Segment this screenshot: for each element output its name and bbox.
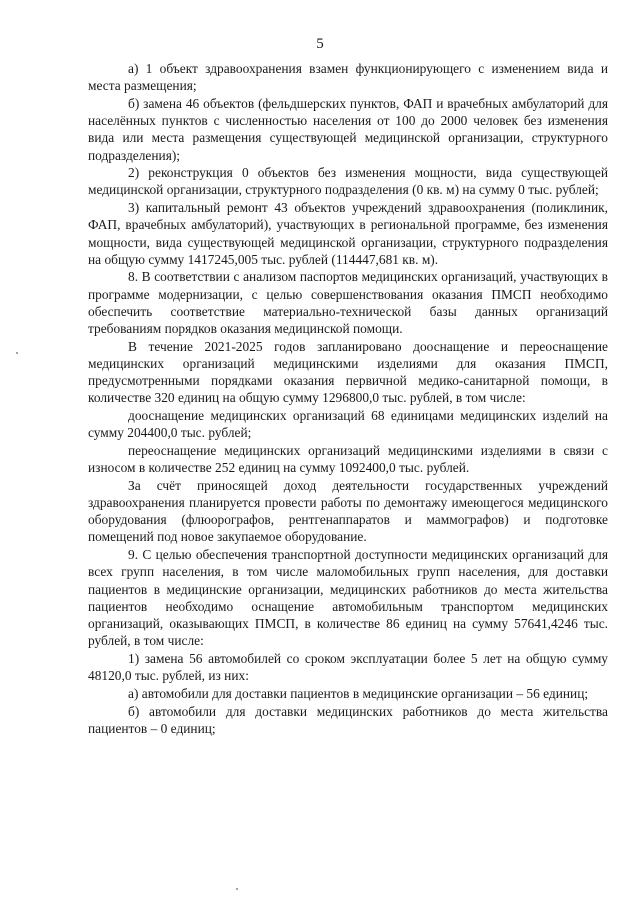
document-body: [88, 60, 608, 737]
paragraph-2-reconstruction: 2) реконструкция 0 объектов без изменения мощности, вида существующей медицинской организации, структурного подразделения (0 кв. м) на сумму 0 тыс. рублей;: [88, 165, 608, 198]
paragraph-a-replacement-object: а) 1 объект здравоохранения взамен функционирующего с изменением вида и места размещения;: [88, 61, 608, 94]
paragraph-b-replacement-46-objects: б) замена 46 объектов (фельдшерских пунктов, ФАП и врачебных амбулаторий для населённых пунктов с численностью населения от 100 до 2000 человек без изменения вида или места размещения существующей медицинской организации, структурного подразделения);: [88, 95, 608, 163]
scan-speck: [16, 352, 18, 354]
paragraph-income-activity: За счёт приносящей доход деятельности государственных учреждений здравоохранения планируется провести работы по демонтажу имеющегося медицинского оборудования (флюорографов, рентгенаппаратов и маммографов) и подготовке помещений под новое закупаемое оборудование.: [88, 477, 608, 545]
paragraph-b-staff-vehicles: б) автомобили для доставки медицинских работников до места жительства пациентов – 0 единиц;: [88, 703, 608, 736]
paragraph-re-equipment: переоснащение медицинских организаций медицинскими изделиями в связи с износом в количестве 252 единиц на сумму 1092400,0 тыс. рублей.: [88, 442, 608, 476]
paragraph-8-passport-analysis: 8. В соответствии с анализом паспортов медицинских организаций, участвующих в программе модернизации, с целью совершенствования оказания ПМСП необходимо обеспечить соответствие материально-технической базы данных организаций требованиям порядков оказания медицинской помощи.: [88, 269, 608, 337]
paragraph-a-patient-vehicles: а) автомобили для доставки пациентов в медицинские организации – 56 единиц;: [128, 685, 589, 701]
paragraph-additional-equipment: дооснащение медицинских организаций 68 единицами медицинских изделий на сумму 204400,0 тыс. рублей;: [88, 408, 608, 441]
paragraph-3-capital-repair: 3) капитальный ремонт 43 объектов учреждений здравоохранения (поликлиник, ФАП, врачебных амбулаторий), участвующих в региональной программе, без изменения мощности, вида существующей медицинской организации, структурного подразделения на общую сумму 1417245,005 тыс. рублей (114447,681 кв. м).: [88, 200, 608, 267]
paragraph-9-transport: 9. С целью обеспечения транспортной доступности медицинских организаций для всех групп населения, в том числе маломобильных групп населения, для доставки пациентов в медицинские организации, медицинских работников до места жительства пациентов необходимо оснащение автомобильным транспортом медицинских организаций, оказывающих ПМСП, в количестве 86 единиц на сумму 57641,4246 тыс. рублей, в том числе:: [88, 547, 608, 649]
scan-speck: [236, 888, 238, 890]
paragraph-equipment-plan: В течение 2021-2025 годов запланировано дооснащение и переоснащение медицинских организаций медицинскими изделиями для оказания ПМСП, предусмотренными порядками оказания первичной медико-санитарной помощи, в количестве 320 единиц на общую сумму 1296800,0 тыс. рублей, в том числе:: [88, 338, 608, 406]
paragraph-1-vehicle-replacement: 1) замена 56 автомобилей со сроком эксплуатации более 5 лет на общую сумму 48120,0 тыс. рублей, из них:: [88, 650, 608, 684]
page-number: 5: [316, 36, 324, 52]
